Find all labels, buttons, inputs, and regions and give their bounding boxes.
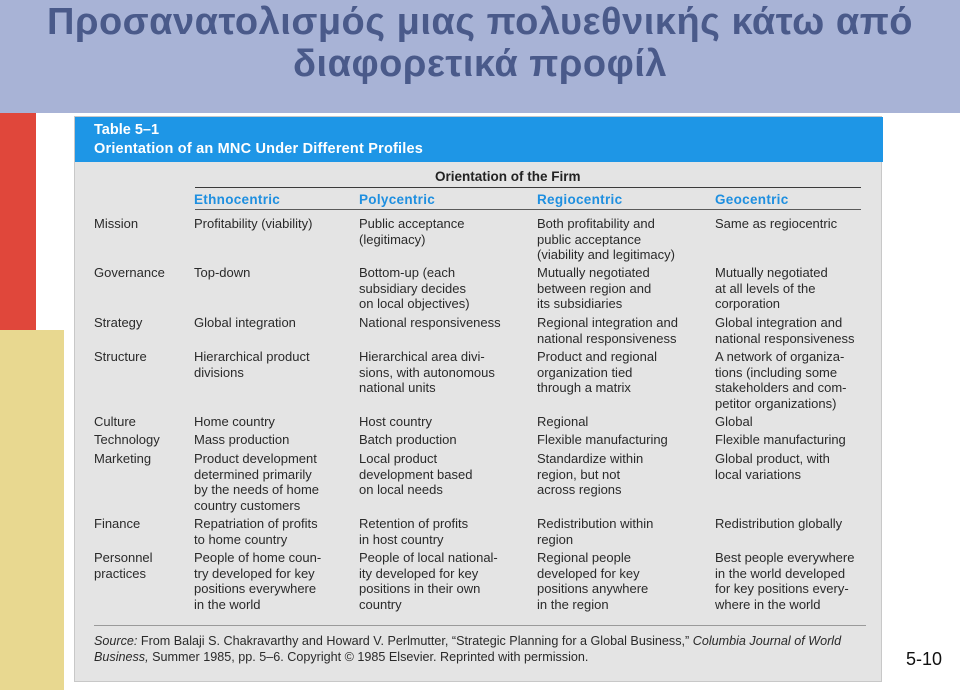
accent-strip-gap: [36, 113, 64, 330]
table-cell: Product and regional organization tied through a matrix: [537, 349, 657, 396]
slide-title-line-2: διαφορετικά προφίλ: [293, 43, 667, 85]
column-header-geocentric: Geocentric: [715, 192, 789, 207]
row-label: Mission: [94, 216, 139, 231]
source-text-b: Summer 1985, pp. 5–6. Copyright © 1985 Elsevier. Reprinted with permission.: [148, 650, 589, 664]
column-header-rule: [195, 209, 861, 210]
accent-strip-red: [0, 113, 36, 330]
table-cell: Global integration and national responsiveness: [715, 315, 855, 346]
column-header-ethnocentric: Ethnocentric: [194, 192, 281, 207]
table-image: [74, 116, 882, 682]
column-header-regiocentric: Regiocentric: [537, 192, 623, 207]
group-heading: Orientation of the Firm: [435, 169, 581, 184]
row-label: Strategy: [94, 315, 143, 330]
table-cell: Same as regiocentric: [715, 216, 838, 231]
table-cell: Best people everywhere in the world developed for key positions every- where in the world: [715, 550, 855, 612]
table-cell: Mutually negotiated between region and its subsidiaries: [537, 265, 652, 312]
column-header-polycentric: Polycentric: [359, 192, 436, 207]
table-cell: Home country: [194, 414, 275, 429]
slide-page-number: 5-10: [905, 649, 942, 669]
table-cell: Redistribution globally: [715, 516, 843, 531]
source-note: [94, 633, 874, 665]
source-text-a: From Balaji S. Chakravarthy and Howard V. Perlmutter, “Strategic Planning for a Global Business,”: [137, 634, 693, 648]
table-cell: Profitability (viability): [194, 216, 313, 231]
table-cell: Standardize within region, but not across regions: [537, 451, 644, 498]
table-cell: Batch production: [359, 432, 457, 447]
table-cell: Bottom-up (each subsidiary decides on local objectives): [359, 265, 470, 312]
table-cell: Flexible manufacturing: [715, 432, 846, 447]
source-journal: Columbia Journal of World Business,: [94, 634, 842, 664]
table-cell: Regional integration and national responsiveness: [537, 315, 678, 346]
table-cell: Flexible manufacturing: [537, 432, 668, 447]
source-rule: [94, 625, 866, 626]
table-cell: Mutually negotiated at all levels of the corporation: [715, 265, 828, 312]
table-cell: Host country: [359, 414, 432, 429]
row-label: Culture: [94, 414, 136, 429]
table-cell: Repatriation of profits to home country: [194, 516, 318, 547]
table-cell: Top-down: [194, 265, 251, 280]
slide-title: [0, 0, 960, 85]
table-cell: Product development determined primarily by the needs of home country customers: [194, 451, 320, 513]
table-cell: National responsiveness: [359, 315, 501, 330]
table-caption: Orientation of an MNC Under Different Profiles: [94, 141, 424, 157]
table-cell: Local product development based on local needs: [359, 451, 473, 498]
row-label: Technology: [94, 432, 160, 447]
row-label: Structure: [94, 349, 147, 364]
table-cell: People of local national- ity developed for key positions in their own country: [359, 550, 498, 612]
table-cell: Hierarchical product divisions: [194, 349, 310, 380]
slide-title-line-1: Προσανατολισμός μιας πολυεθνικής κάτω από: [47, 1, 913, 43]
table-cell: Hierarchical area divi- sions, with autonomous national units: [359, 349, 495, 396]
table-cell: A network of organiza- tions (including some stakeholders and com- petitor organizations): [715, 349, 847, 411]
group-heading-rule: [195, 187, 861, 188]
table-title-bar: [75, 117, 883, 162]
table-cell: Both profitability and public acceptance (viability and legitimacy): [537, 216, 675, 263]
row-label: Personnel practices: [94, 550, 153, 581]
table-cell: Redistribution within region: [537, 516, 654, 547]
table-cell: Regional people developed for key positions anywhere in the region: [537, 550, 649, 612]
table-cell: Global product, with local variations: [715, 451, 830, 482]
table-cell: People of home coun- try developed for key positions everywhere in the world: [194, 550, 322, 612]
table-cell: Regional: [537, 414, 589, 429]
accent-strip-yellow: [0, 330, 64, 690]
table-cell: Global: [715, 414, 753, 429]
table-cell: Retention of profits in host country: [359, 516, 469, 547]
row-label: Finance: [94, 516, 141, 531]
row-label: Marketing: [94, 451, 152, 466]
row-label: Governance: [94, 265, 165, 280]
source-prefix: Source:: [94, 634, 138, 648]
table-cell: Public acceptance (legitimacy): [359, 216, 465, 247]
table-cell: Mass production: [194, 432, 290, 447]
table-number: Table 5–1: [94, 122, 160, 138]
table-cell: Global integration: [194, 315, 296, 330]
